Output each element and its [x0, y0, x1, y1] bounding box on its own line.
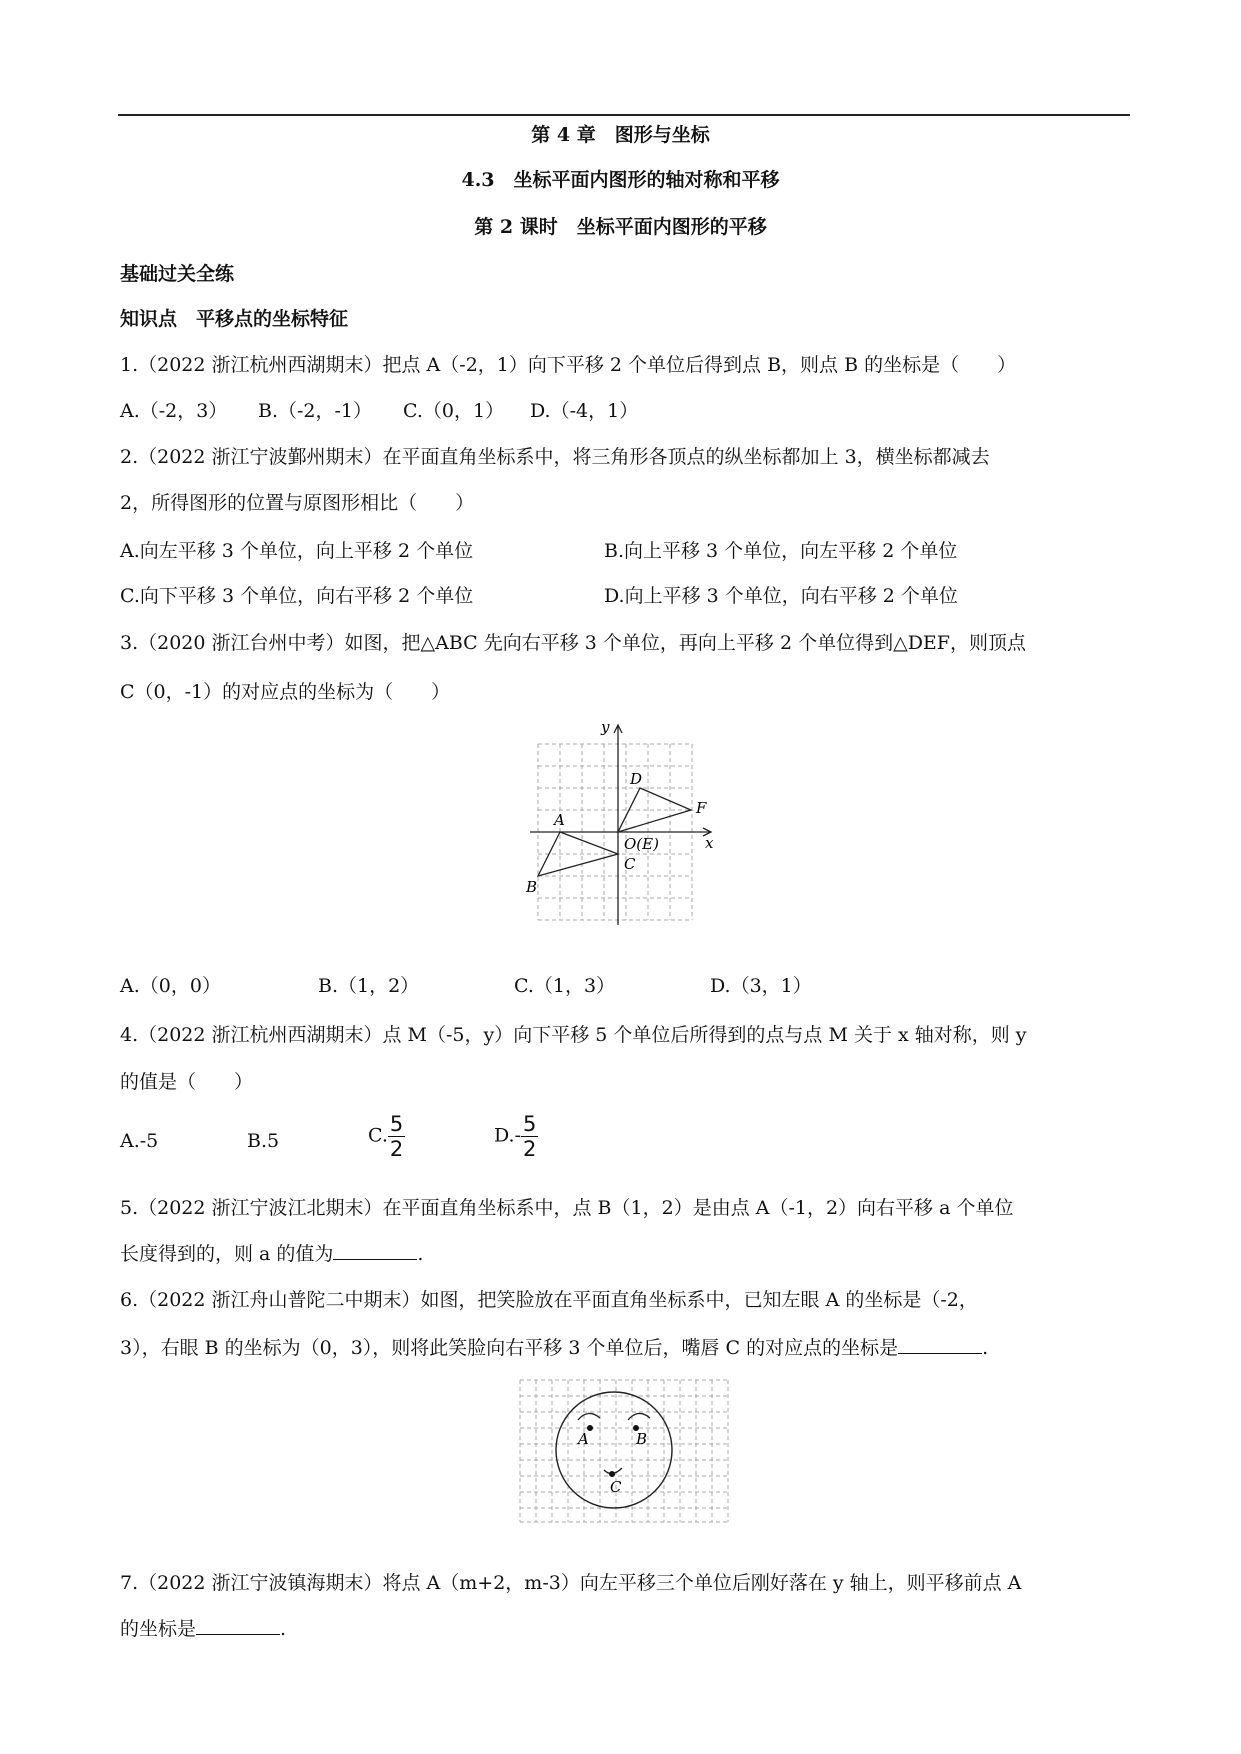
q3-label-d: D: [630, 770, 643, 788]
q7-period: .: [280, 1618, 287, 1640]
q6-label-b: B: [636, 1430, 648, 1448]
q3-option-a: A.（0，0）: [120, 975, 221, 997]
q1-stem: 1.（2022 浙江杭州西湖期末）把点 A（-2，1）向下平移 2 个单位后得到点 B，则点 B 的坐标是（ ）: [120, 354, 1017, 376]
q3-label-x: x: [705, 834, 714, 852]
q4-option-b: B.5: [247, 1130, 280, 1152]
q4-stem-line2: 的值是（ ）: [120, 1071, 254, 1093]
practice-heading: 基础过关全练: [120, 263, 235, 285]
q3-figure: [520, 712, 720, 927]
q6-stem-line2: [120, 1335, 988, 1361]
q6-right-eyebrow: [628, 1413, 650, 1420]
q4-option-c: [368, 1112, 405, 1161]
fraction-numerator: 5: [523, 1112, 537, 1136]
q3-triangle-abc: [538, 832, 618, 876]
q6-smiley-figure: [518, 1378, 732, 1524]
q6-answer-blank[interactable]: [898, 1335, 982, 1354]
q3-stem-line2: C（0，-1）的对应点的坐标为（ ）: [120, 681, 451, 703]
q1-option-c: C.（0，1）: [403, 400, 505, 422]
q2-option-c: C.向下平移 3 个单位，向右平移 2 个单位: [120, 585, 474, 607]
q3-label-f: F: [696, 799, 707, 817]
q5-answer-blank[interactable]: [333, 1241, 417, 1260]
q1-option-d: D.（-4，1）: [530, 400, 639, 422]
q7-answer-blank[interactable]: [196, 1616, 280, 1635]
q6-point-c: [609, 1471, 615, 1477]
q5-stem-line1: 5.（2022 浙江宁波江北期末）在平面直角坐标系中，点 B（1，2）是由点 A（-1，2）向右平移 a 个单位: [120, 1197, 1014, 1219]
q6-label-a: A: [578, 1430, 589, 1448]
q6-left-eyebrow: [578, 1413, 600, 1420]
q4-option-a: A.-5: [120, 1130, 159, 1152]
q3-option-b: B.（1，2）: [318, 975, 420, 997]
q2-option-b: B.向上平移 3 个单位，向左平移 2 个单位: [604, 540, 958, 562]
q3-label-c: C: [624, 855, 636, 873]
q4-stem-line1: 4.（2022 浙江杭州西湖期末）点 M（-5，y）向下平移 5 个单位后所得到的点与点 M 关于 x 轴对称，则 y: [120, 1024, 1027, 1046]
q3-option-d: D.（3，1）: [710, 975, 812, 997]
q5-period: .: [417, 1243, 424, 1265]
q2-option-d: D.向上平移 3 个单位，向右平移 2 个单位: [604, 585, 958, 607]
q3-label-o: O(E): [624, 835, 659, 853]
q7-stem-line1: 7.（2022 浙江宁波镇海期末）将点 A（m+2，m-3）向左平移三个单位后刚好落在 y 轴上，则平移前点 A: [120, 1572, 1022, 1594]
q6-text: 3），右眼 B 的坐标为（0，3），则将此笑脸向右平移 3 个单位后，嘴唇 C 的对应点的坐标是: [120, 1337, 899, 1359]
q6-label-c: C: [610, 1478, 622, 1496]
q2-stem-line1: 2.（2022 浙江宁波鄞州期末）在平面直角坐标系中，将三角形各顶点的纵坐标都加上 3，横坐标都减去: [120, 446, 990, 468]
q1-option-b: B.（-2，-1）: [258, 400, 373, 422]
q3-label-y: y: [601, 718, 610, 736]
q5-stem-line2: [120, 1241, 423, 1267]
q4-option-d: [494, 1112, 538, 1161]
q3-stem-line1: 3.（2020 浙江台州中考）如图，把△ABC 先向右平移 3 个单位，再向上平移 2 个单位得到△DEF，则顶点: [120, 632, 1026, 654]
q7-stem-line2: [120, 1616, 286, 1642]
q4-option-c-fraction: [388, 1112, 405, 1161]
q5-text: 长度得到的，则 a 的值为: [120, 1243, 334, 1265]
lesson-title: 第 2 课时 坐标平面内图形的平移: [474, 216, 767, 238]
q6-period: .: [982, 1337, 989, 1359]
q7-text: 的坐标是: [120, 1618, 197, 1640]
q4-option-d-label: D.-: [494, 1124, 522, 1147]
fraction-numerator: 5: [389, 1112, 404, 1136]
knowledge-heading: 知识点 平移点的坐标特征: [120, 308, 349, 330]
q6-stem-line1: 6.（2022 浙江舟山普陀二中期末）如图，把笑脸放在平面直角坐标系中，已知左眼 A 的坐标是（-2，: [120, 1289, 978, 1311]
q4-option-c-label: C.: [368, 1124, 388, 1147]
header-rule: [118, 114, 1130, 116]
q6-grid: [520, 1380, 728, 1522]
q3-option-c: C.（1，3）: [514, 975, 616, 997]
q2-option-a: A.向左平移 3 个单位，向上平移 2 个单位: [120, 540, 474, 562]
q3-label-b: B: [526, 878, 538, 896]
fraction-denominator: 2: [389, 1137, 404, 1161]
q3-label-a: A: [554, 811, 565, 829]
q1-option-a: A.（-2，3）: [120, 400, 228, 422]
section-title: 4.3 坐标平面内图形的轴对称和平移: [461, 169, 780, 191]
chapter-title: 第 4 章 图形与坐标: [531, 124, 710, 146]
q2-stem-line2: 2，所得图形的位置与原图形相比（ ）: [120, 492, 475, 514]
fraction-denominator: 2: [523, 1137, 537, 1161]
q4-option-d-fraction: [521, 1112, 538, 1161]
